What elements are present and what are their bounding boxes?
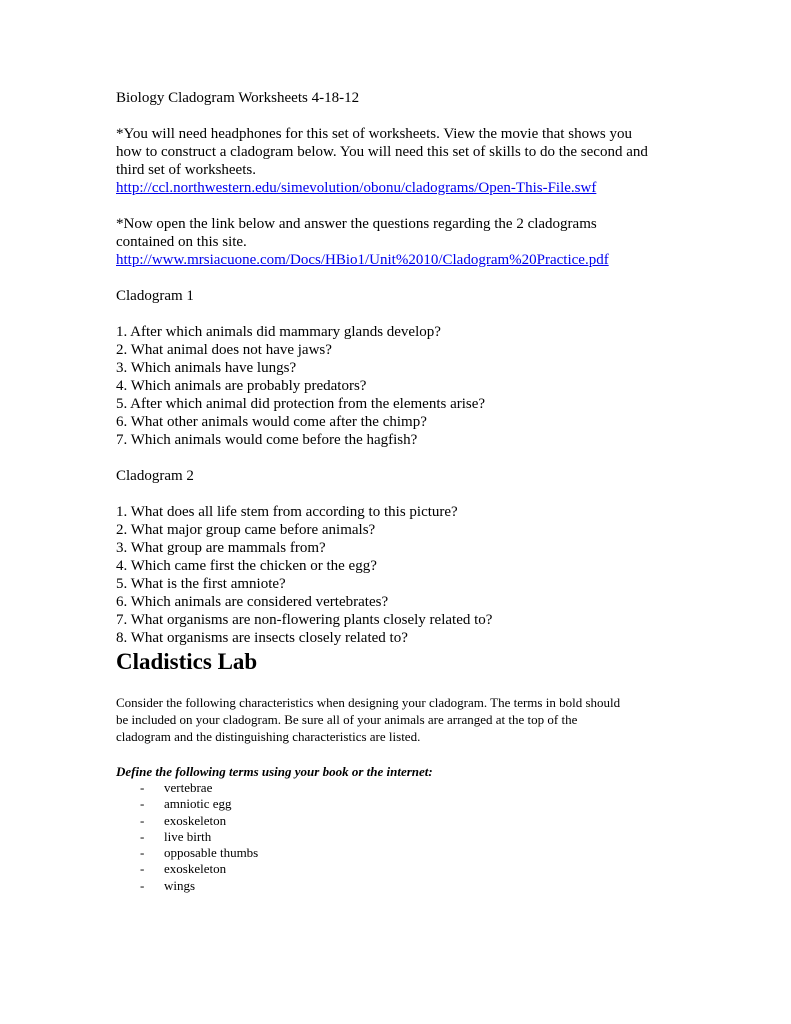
term-item [116, 813, 686, 829]
bullet-dash: - [140, 780, 145, 795]
question-item: 3. Which animals have lungs? [116, 360, 297, 376]
intro-line: *You will need headphones for this set of worksheets. View the movie that shows you [116, 126, 632, 142]
lab-intro-line: cladogram and the distinguishing characteristics are listed. [116, 729, 421, 744]
question-item: 5. After which animal did protection from the elements arise? [116, 396, 486, 412]
lab-intro-line: be included on your cladogram. Be sure all of your animals are arranged at the top of the [116, 712, 578, 727]
question-item: 6. What other animals would come after the chimp? [116, 414, 427, 430]
term-label: vertebrae [164, 780, 213, 795]
term-label: wings [164, 877, 196, 893]
second-paragraph [116, 215, 686, 269]
bullet-dash: - [140, 828, 145, 844]
question-item: 2. What animal does not have jaws? [116, 342, 332, 358]
question-item: 7. Which animals would come before the hagfish? [116, 432, 418, 448]
question-item: 2. What major group came before animals? [116, 522, 376, 538]
term-item [116, 780, 686, 796]
lab-intro-line: Consider the following characteristics when designing your cladogram. The terms in bold should [116, 695, 621, 710]
cladogram1-heading: Cladogram 1 [116, 288, 194, 304]
bullet-dash: - [140, 796, 145, 812]
question-item: 5. What is the first amniote? [116, 576, 286, 592]
lab-title: Cladistics Lab [116, 649, 258, 674]
term-item [116, 878, 686, 894]
intro-line: how to construct a cladogram below. You will need this set of skills to do the second and [116, 144, 648, 160]
term-label: live birth [164, 828, 212, 844]
question-item: 4. Which animals are probably predators? [116, 378, 367, 394]
question-item: 4. Which came first the chicken or the egg? [116, 558, 377, 574]
term-label: exoskeleton [164, 812, 227, 828]
bullet-dash: - [140, 812, 145, 828]
bullet-dash: - [140, 877, 145, 893]
document-title: Biology Cladogram Worksheets 4-18-12 [116, 90, 360, 106]
question-item: 1. After which animals did mammary glands develop? [116, 324, 441, 340]
cladogram1-questions [116, 323, 686, 449]
term-label: amniotic egg [164, 796, 232, 812]
movie-link[interactable]: http://ccl.northwestern.edu/simevolution/obonu/cladograms/Open-This-File.swf [116, 180, 597, 196]
term-item [116, 829, 686, 845]
intro-paragraph [116, 125, 686, 197]
question-item: 7. What organisms are non-flowering plants closely related to? [116, 612, 493, 628]
question-item: 1. What does all life stem from according to this picture? [116, 504, 458, 520]
document-content [116, 89, 686, 894]
bullet-dash: - [140, 861, 145, 877]
term-item [116, 845, 686, 861]
cladogram2-heading: Cladogram 2 [116, 468, 194, 484]
second-line: contained on this site. [116, 234, 247, 250]
lab-intro [116, 694, 686, 745]
question-item: 8. What organisms are insects closely related to? [116, 630, 408, 646]
terms-list [116, 780, 686, 894]
cladogram2-questions [116, 503, 686, 647]
question-item: 6. Which animals are considered vertebrates? [116, 594, 389, 610]
term-label: exoskeleton [164, 861, 227, 877]
question-item: 3. What group are mammals from? [116, 540, 326, 556]
term-label: opposable thumbs [164, 845, 259, 861]
intro-line: third set of worksheets. [116, 162, 256, 178]
practice-pdf-link[interactable]: http://www.mrsiacuone.com/Docs/HBio1/Unit%2010/Cladogram%20Practice.pdf [116, 252, 609, 268]
define-heading: Define the following terms using your book or the internet: [116, 764, 433, 779]
term-item [116, 861, 686, 877]
second-line: *Now open the link below and answer the questions regarding the 2 cladograms [116, 216, 597, 232]
term-item [116, 796, 686, 812]
bullet-dash: - [140, 845, 145, 861]
